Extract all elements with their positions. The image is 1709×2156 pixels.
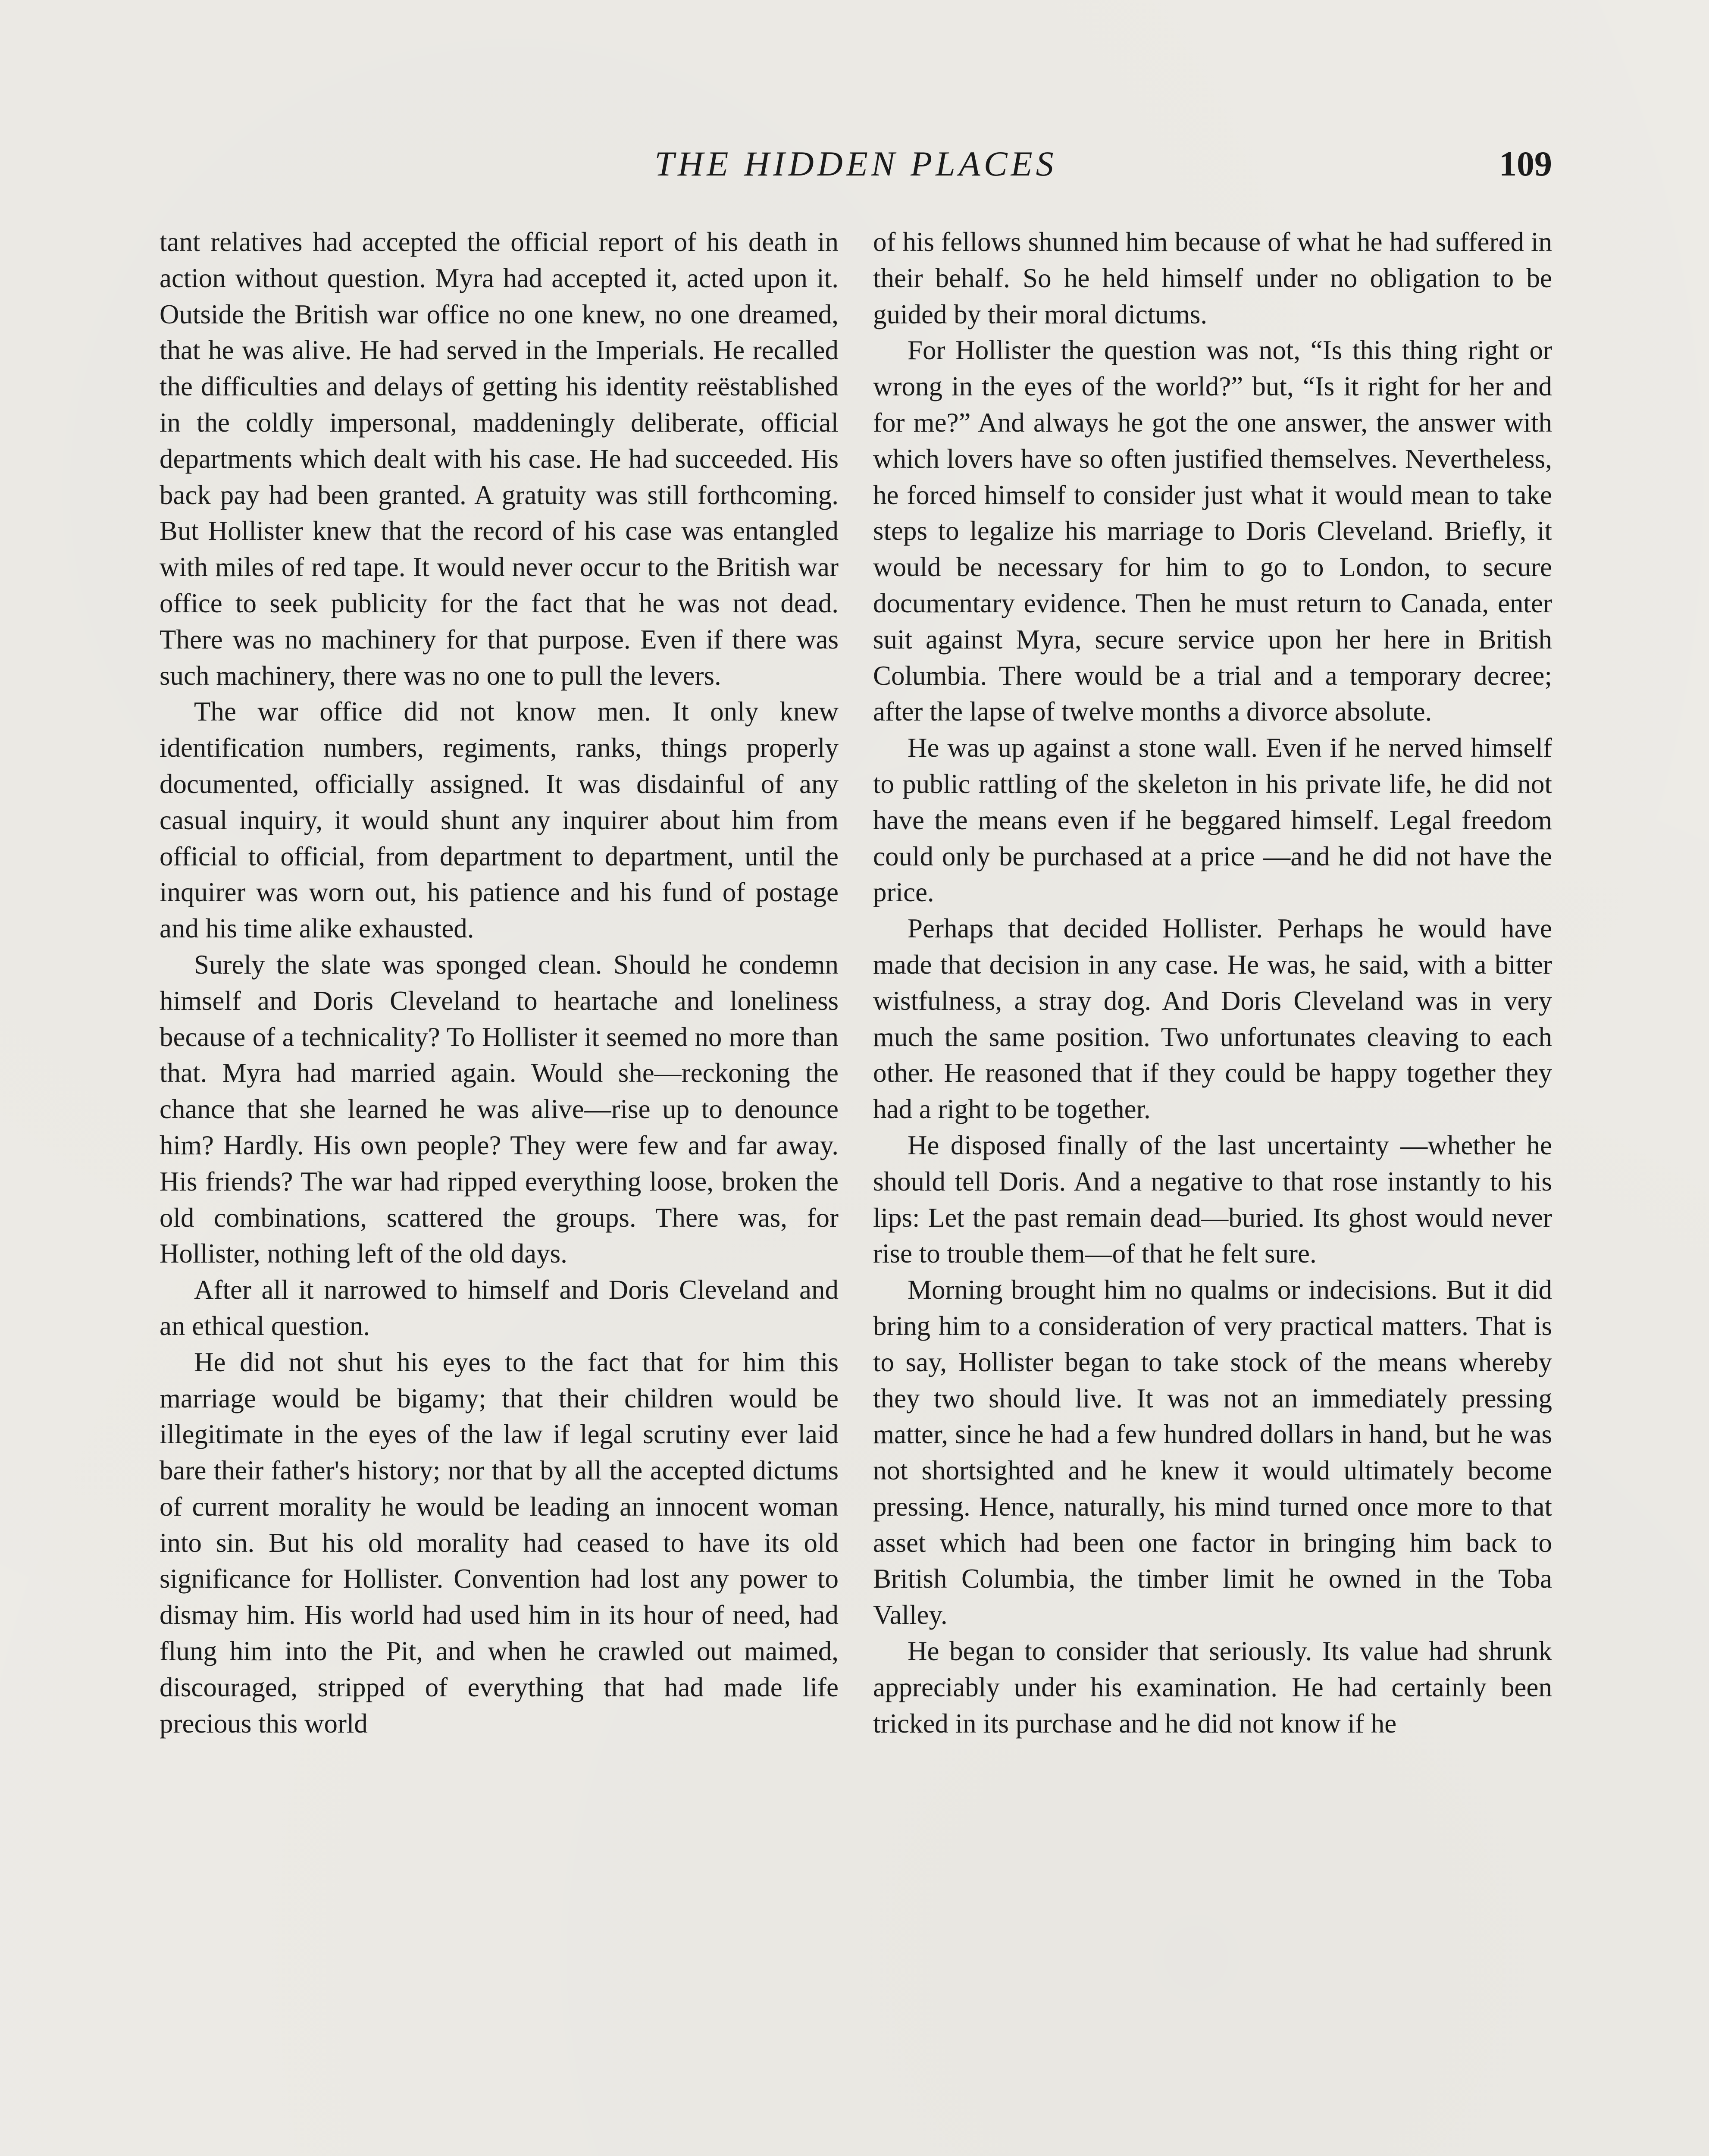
paragraph: After all it narrowed to himself and Doris Cleveland and an ethical question. xyxy=(160,1275,839,1341)
paragraph: Morning brought him no qualms or indecisions. But it did bring him to a consideration of very practical matters. That is to say, Hollister began to take stock of the means whereby they two should live. It was not an immediately pressing matter, since he had a few hundred dollars in hand, but he was not shortsighted and he knew it would ultimately become pressing. Hence, naturally, his mind turned once more to that asset which had been one factor in bringing him back to British Columbia, the timber limit he owned in the Toba Valley. xyxy=(873,1275,1552,1630)
page-number: 109 xyxy=(1499,144,1552,183)
paragraph: of his fellows shunned him because of what he had suffered in their behalf. So he held himself under no obligation to be guided by their moral dictums. xyxy=(873,227,1552,329)
paragraph: The war office did not know men. It only knew identification numbers, regiments, ranks, things properly documented, officially assigned. It was disdainful of any casual inquiry, it would shunt any inquirer about him from official to official, from department to department, until the inquirer was worn out, his patience and his fund of postage and his time alike exhausted. xyxy=(160,696,839,944)
paragraph: For Hollister the question was not, “Is this thing right or wrong in the eyes of the world?” but, “Is it right for her and for me?” And always he got the one answer, the answer with which lovers have so often justified themselves. Nevertheless, he forced himself to consider just what it would mean to take steps to legalize his marriage to Doris Cleveland. Briefly, it would be necessary for him to go to London, to secure documentary evidence. Then he must return to Canada, enter suit against Myra, secure service upon her here in British Columbia. There would be a trial and a temporary decree; after the lapse of twelve months a divorce absolute. xyxy=(873,335,1552,727)
paragraph: He was up against a stone wall. Even if he nerved himself to public rattling of the skeleton in his private life, he did not have the means even if he beggared himself. Legal freedom could only be purchased at a price —and he did not have the price. xyxy=(873,733,1552,908)
paragraph: He disposed finally of the last uncertainty —whether he should tell Doris. And a negative to that rose instantly to his lips: Let the past remain dead—buried. Its ghost would never rise to trouble them—of that he felt sure. xyxy=(873,1130,1552,1269)
left-column xyxy=(160,224,839,2156)
running-title: THE HIDDEN PLACES xyxy=(654,144,1057,183)
paragraph: Perhaps that decided Hollister. Perhaps he would have made that decision in any case. He was, he said, with a bitter wistfulness, a stray dog. And Doris Cleveland was in very much the same position. Two unfortunates cleaving to each other. He reasoned that if they could be happy together they had a right to be together. xyxy=(873,913,1552,1125)
right-column xyxy=(873,224,1552,2156)
paragraph: tant relatives had accepted the official report of his death in action without question. Myra had accepted it, acted upon it. Outside the British war office no one knew, no one dreamed, that he was alive. He had served in the Imperials. He recalled the difficulties and delays of getting his identity reëstablished in the coldly impersonal, maddeningly deliberate, official departments which dealt with his case. He had succeeded. His back pay had been granted. A gratuity was still forthcoming. But Hollister knew that the record of his case was entangled with miles of red tape. It would never occur to the British war office to seek publicity for the fact that he was not dead. There was no machinery for that purpose. Even if there was such machinery, there was no one to pull the levers. xyxy=(160,227,839,691)
text-columns xyxy=(160,224,1552,2156)
page-header xyxy=(160,138,1552,190)
paragraph: He began to consider that seriously. Its value had shrunk appreciably under his examination. He had certainly been tricked in its purchase and he did not know if he xyxy=(873,1636,1552,1739)
paragraph: Surely the slate was sponged clean. Should he condemn himself and Doris Cleveland to heartache and loneliness because of a technicality? To Hollister it seemed no more than that. Myra had married again. Would she—reckoning the chance that she learned he was alive—rise up to denounce him? Hardly. His own people? They were few and far away. His friends? The war had ripped everything loose, broken the old combinations, scattered the groups. There was, for Hollister, nothing left of the old days. xyxy=(160,949,839,1269)
paragraph: He did not shut his eyes to the fact that for him this marriage would be bigamy; that their children would be illegitimate in the eyes of the law if legal scrutiny ever laid bare their father's history; nor that by all the accepted dictums of current morality he would be leading an innocent woman into sin. But his old morality had ceased to have its old significance for Hollister. Convention had lost any power to dismay him. His world had used him in its hour of need, had flung him into the Pit, and when he crawled out maimed, discouraged, stripped of everything that had made life precious this world xyxy=(160,1347,839,1739)
